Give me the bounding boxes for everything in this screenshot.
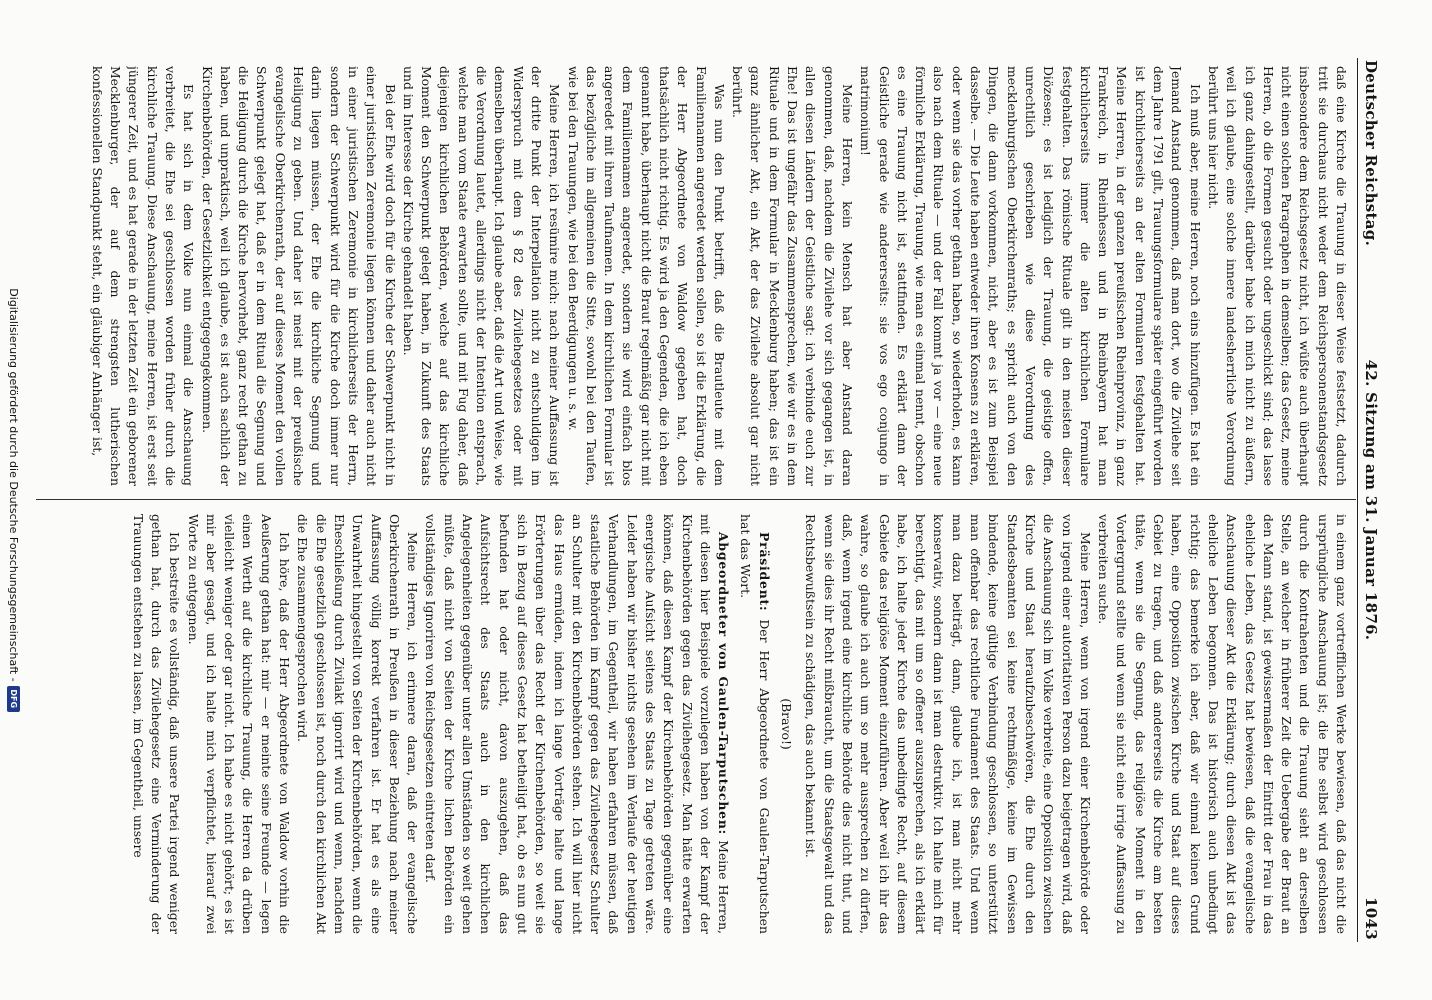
paragraph: Meine Herren, ich erinnere daran, daß der evangelische Oberkirchenrath in Preußen in dieser Beziehung nach meiner Auffassung völlig korrekt verfahren ist. Er hat es als eine Unwahrheit hingestellt von Seiten der Kirchenbehörden, wenn die Eheschließung durch Zivilakt ignorirt wird und wenn, nachdem die Ehe gesetzlich geschlossen ist, noch durch den kirchlichen Akt die Ehe zusammengesprochen wird. [295, 514, 421, 934]
paragraph: Meine Herren, wenn von irgend einer Kirchenbehörde oder von irgend einer autoritativen Person dazu beigetragen wird, daß die Anschauung sich im Volke verbreite, eine Opposition zwischen Kirche und Staat heraufzubeschwören, die Ehe durch den Standesbeamten sei keine rechtmäßige, keine im Gewissen bindende, keine gültige Verbindung geschlossen, so unterstützt man offenbar das rechtliche Fundament des Staats. Und wenn man dazu beiträgt, dann, glaube ich, ist man nicht mehr konservativ, sondern dann ist man destruktiv. Ich halte mich für berechtigt, das mit um so offener auszusprechen, als ich erklärt habe, ich halte jeder Kirche das unbedingte Recht, auf diesem Gebiete das religiöse Moment einzuführen. Aber weil ich ihr das wahre, so glaube ich auch um so mehr aussprechen zu dürfen, daß, wenn irgend eine kirchliche Behörde dies nicht thut, und wenn sie dies ihr Recht mißbraucht, um die Staatsgewalt und das Rechtsbewußtsein zu schädigen, das auch bekannt ist. [803, 514, 1093, 934]
paragraph: Es hat sich in dem Volke nun einmal die Anschauung verbreitet, die Ehe sei geschlossen worden früher durch die kirchliche Trauung. Diese Anschauung, meine Herren, ist erst seit jüngerer Zeit, und es hat gerade in der letzten Zeit ein geborener Mecklenburger, der auf dem strengsten lutherischen konfessionellen Standpunkt steht, ein gläubiger Anhänger ist, [89, 66, 197, 486]
paragraph: Bei der Ehe wird doch für die Kirche der Schwerpunkt nicht in einer juristischen Zeremonie liegen können und daher auch nicht in einer juristischen Zeremonie in kirchlicherseits der Herrn, sondern der Schwerpunkt wird für die Kirche doch immer nur darin liegen müssen, der Ehe die kirchliche Segnung und Heiligung zu geben. Und daher ist meist mit der preußische evangelische Oberkirchenrath, der auf dieses Moment den vollen Schwerpunkt gelegt hat, daß er in dem Ritual die Segnung und die Heiligung durch die Kirche hervorhebt, ganz recht gethan zu haben, und unpraktisch, weil ich glaube, es ist auch sachlich der Kirchenbehörden, der Gesetzlichkeit entgegengekommen. [199, 66, 398, 486]
header-rule [1357, 58, 1358, 942]
page-number: 1043 [1362, 897, 1380, 940]
speaker-name: Abgeordneter von Gaulen-Tarputschen: [716, 532, 732, 836]
page-header [1362, 60, 1390, 940]
paragraph: Meine Herren, kein Mensch hat aber Anstand daran genommen, daß, nachdem die Zivilehe vor sich gegangen ist, in allen diesen Ländern der Geistliche sagt: ich verbinde euch zur Ehe! Das ist ungefähr das Zusammensprechen, wie wir es in dem Rituale und in dem Formular in Mecklenburg haben; das ist ein ganz ähnlicher Akt, ein Akt, der das Zivilehe absolut gar nicht berührt. [730, 66, 855, 486]
applause-note: (Bravo!) [779, 698, 795, 750]
deputy-speech: Abgeordneter von Gaulen-Tarputschen: Meine Herren, mit diesen hier Beispiele vorzulegen haben von der Kampf der Kirchenbehörden gegen das Zivilehegesetz. Man hätte erwarten können, daß diesen Kampf der Kirchenbehörden gegenüber eine energische Aufsicht seitens des Staats zu Tage getreten wäre. Leider haben wir bisher nichts gesehen im Verlaufe der heutigen Verhandlungen, im Gegentheil, wir haben erfahren müssen, daß staatliche Behörden im Kampf gegen das Zivilehegesetz Schulter an Schulter mit den Kirchenbehörden stehen. Ich will hier nicht das Haus ermüden, indem ich lange Vorträge halte und lange Erörterungen über das Recht der Kirchenbehörden, so weit sie sich in Bezug auf dieses Gesetz hat betheiligt hat, ob es nun gut befunden hat oder nicht, davon auszugehen, daß das Aufsichtsrecht des Staats auch in den kirchlichen Angelegenheiten gegenüber unter allen Umständen so weit gehen müßte, daß nicht von Seiten der Kirche lichen Behörden ein vollständiges Ignoriren von Reichsgesetzen eintreten darf. [423, 514, 732, 934]
paragraph: Ich bestreite es vollständig, daß unsere Partei irgend weniger gethan hat, durch das Zivilehegesetz eine Verminderung der Trauungen entstehen zu lassen, im Gegentheil, unsere [130, 514, 183, 934]
paragraph: in einem ganz vortrefflichen Werke bewiesen, daß das nicht die ursprüngliche Anschauung ist; die Ehe selbst wird geschlossen durch die Kontrahenten und die Trauung sieht an derselben Stelle, an welcher in früherer Zeit die Uebergabe der Braut an den Mann stand, ist gewissermaßen der Eintritt der Frau in das eheliche Leben, das Gesetz hat bewiesen, daß die evangelische Anschauung dieser Akt die Erklärung; durch diesen Akt ist das eheliche Leben begonnen. Das ist historisch auch unbedingt richtig; das bemerke ich aber, daß wir einmal keinen Grund haben, eine Opposition zwischen Kirche und Staat auf dieses Gebiet zu tragen, und daß andererseits die Kirche am besten thäte, wenn sie die Segnung, das religiöse Moment in den Vordergrund stellte und wenn sie nicht eine irrige Auffassung zu verbreiten suche. [1096, 514, 1349, 934]
left-column [40, 66, 1350, 486]
header-publication: Deutscher Reichstag. [1362, 60, 1380, 247]
paragraph: Ich höre, daß der Herr Abgeordnete von Waldow vorhin die Aeußerung gethan hat: mir — er meinte seine Freunde — legen einen Werth auf die kirchliche Trauung, die Herren da drüben vielleicht weniger oder gar nicht. Ich habe es nicht gehört; es ist mir aber gesagt, und ich halte mich verpflichtet, hierauf zwei Worte zu entgegnen. [185, 514, 293, 934]
paragraph: daß eine Kirche die Trauung in dieser Weise festsetzt, dadurch tritt sie durchaus nicht weder dem Reichspersonenstandsgesetz insbesondere dem Reichsgesetz nicht, ich wüßte auch überhaupt nicht einen solchen Paragraphen in demselben; das Gesetz, meine Herren, ob die Formen gesucht oder ungeschickt sind; das lasse ich ganz dahingestellt, darüber habe ich mich nicht zu äußern, weil ich glaube, eine solche innere landesherrliche Verordnung berührt uns hier nicht. [1205, 66, 1349, 486]
paragraph: Was nun den Punkt betrifft, daß die Brautleute mit dem Familiennamen angeredet werden sollen, so ist die Erklärung, die der Herr Abgeordnete von Waldow gegeben hat, doch thatsächlich nicht richtig. Es wird ja den Gegenden, die ich eben genannt habe, überhaupt nicht die Braut regelmäßig gar nicht mit dem Familiennamen angeredet, sondern sie wird einfach blos angeredet mit ihrem Taufnamen. In dem kirchlichen Formular ist das bezügliche im allgemeinen die Sitte, sowohl bei den Taufen, wie bei den Trauungen, wie bei den Beerdigungen u. s. w. [565, 66, 727, 486]
paragraph: Ich muß aber, meine Herren, noch eins hinzufügen. Es hat ein Jemand Anstand genommen, daß man dort, wo die Zivilehe seit dem Jahre 1791 gilt, Trauungsformulare später eingeführt worden ist kirchlicherseits an der alten Formularen festgehalten hat. Meine Herren, in der ganzen preußischen Rheinprovinz, in ganz Frankreich, in Rheinhessen und in Rheinbayern hat man kirchlicherseits immer die alten kirchlichen Formulare festgehalten. Das römische Rituale gilt in den meisten dieser Diözesen; es ist lediglich der Trauung, die geistige offen, unrechtlich geschrieben wie diese Verordnung des mecklenburgischen Oberkirchenraths; es spricht auch von den Dingen, die dann vorkommen, nicht, aber es ist zum Beispiel dasselbe. — Die Leute haben entweder ihren Konsens zu erklären, oder wenn sie das vorher gethan haben, so wiederholen, es kann also nach dem Rituale — und der Fall kommt ja vor — eine neue förmliche Erklärung, Trauung, wie man es einmal nennt, obschon es eine Trauung nicht ist, stattfinden. Es erklärt dann der Geistliche gerade wie andererseits: sie vos ego conjungo in matrimonium! [858, 66, 1203, 486]
president-statement: Präsident: Der Herr Abgeordnete von Gaulen-Tarputschen hat das Wort. [738, 514, 772, 934]
dfg-logo: DFG [8, 686, 21, 712]
speaker-name: Präsident: [756, 532, 772, 612]
digitization-credit [1, 0, 27, 1000]
right-column [40, 514, 1350, 934]
column-divider [36, 499, 1356, 500]
header-session: 42. Sitzung am 31. Januar 1876. [1362, 359, 1380, 641]
paragraph: Meine Herren, ich resümire mich: nach meiner Auffassung ist der dritte Punkt der Interpellation nicht zu entschuldigen im Widerspruch mit dem § 82 des Zivilehegesetzes oder mit demselben überhaupt. Ich glaube aber, daß die Art und Weise, wie die Verordnung lautet, allerdings nicht der Intention entsprach, welche man vom Staate erwarten sollte, und mit Fug daher, daß diejenigen kirchlichen Behörden, welche auf das kirchliche Moment den Schwerpunkt gelegt haben, in Zukunft des Staats und im Interesse der Kirche gehandelt haben. [400, 66, 563, 486]
credit-text: Digitalisierung gefördert durch die Deutsche Forschungsgemeinschaft - [7, 288, 21, 682]
